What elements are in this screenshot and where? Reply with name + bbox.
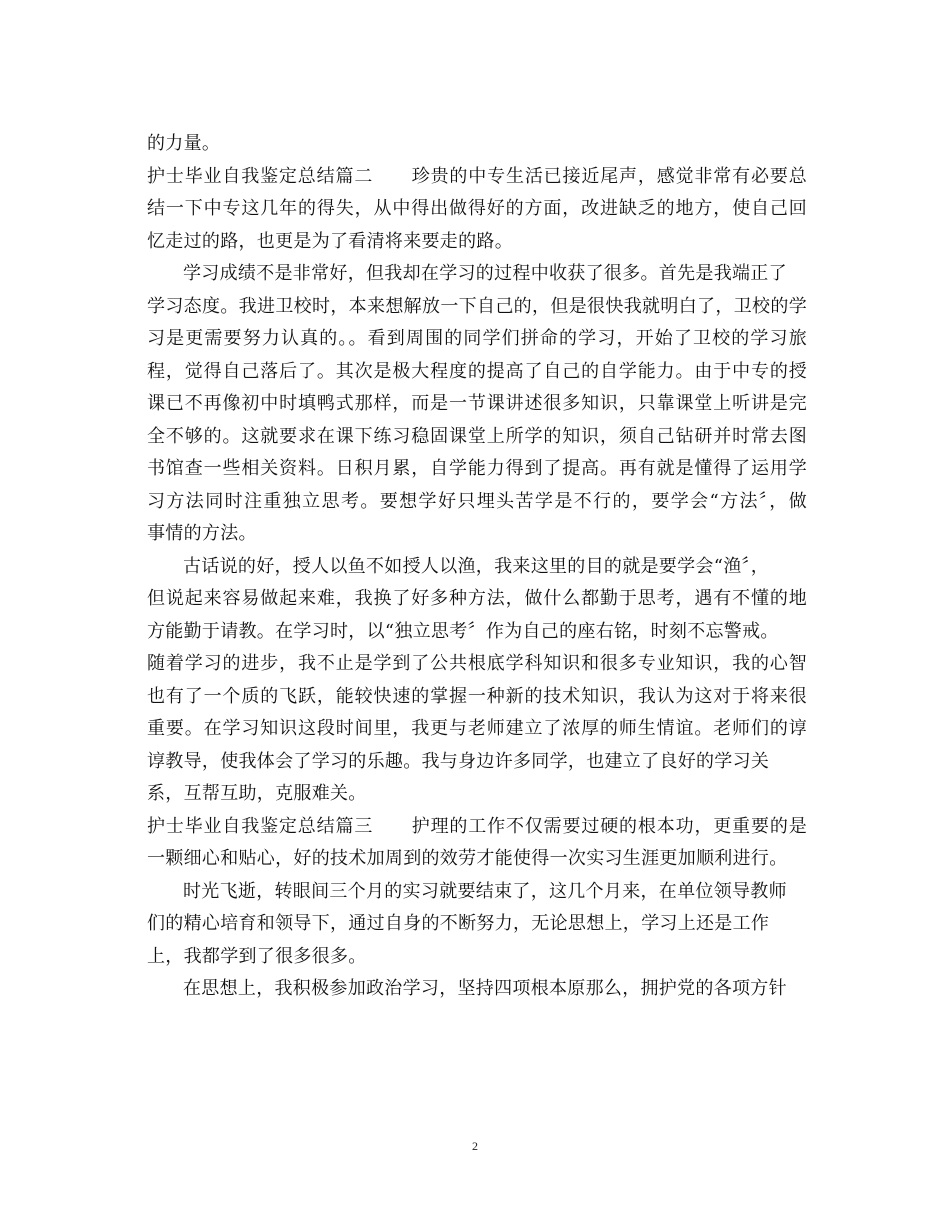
section-heading-line: 护士毕业自我鉴定总结篇三 护理的工作不仅需要过硬的根本功，更重要的是 bbox=[147, 815, 807, 837]
paragraph-first-line: 时光飞逝，转眼间三个月的实习就要结束了，这几个月来，在单位领导教师 bbox=[183, 880, 787, 902]
page-number: 2 bbox=[472, 1139, 478, 1153]
text-line: 习方法同时注重独立思考。要想学好只埋头苦学是不行的，要学会“方法〞，做 bbox=[147, 490, 807, 512]
text-line: 一颗细心和贴心，好的技术加周到的效劳才能使得一次实习生涯更加顺利进行。 bbox=[147, 848, 788, 869]
text-line: 结一下中专这几年的得失，从中得出做得好的方面，改进缺乏的地方，使自己回 bbox=[147, 198, 807, 219]
text-line: 书馆查一些相关资料。日积月累，自学能力得到了提高。再有就是懂得了运用学 bbox=[147, 458, 807, 479]
section-heading-line: 护士毕业自我鉴定总结篇二 珍贵的中专生活已接近尾声，感觉非常有必要总 bbox=[147, 165, 807, 187]
text-line: 的力量。 bbox=[147, 133, 221, 154]
text-line: 系，互帮互助，克服难关。 bbox=[147, 783, 367, 804]
text-line: 随着学习的进步，我不止是学到了公共根底学科知识和很多专业知识，我的心智 bbox=[147, 653, 807, 674]
paragraph-first-line: 在思想上，我积极参加政治学习，坚持四项根本原那么，拥护党的各项方针 bbox=[183, 978, 787, 999]
text-line: 方能勤于请教。在学习时，以“独立思考〞作为自己的座右铭，时刻不忘警戒。 bbox=[147, 620, 779, 642]
text-line: 程，觉得自己落后了。其次是极大程度的提高了自己的自学能力。由于中专的授 bbox=[147, 360, 807, 382]
text-line: 但说起来容易做起来难，我换了好多种方法，做什么都勤于思考，遇有不懂的地 bbox=[147, 588, 807, 609]
paragraph-first-line: 学习成绩不是非常好，但我却在学习的过程中收获了很多。首先是我端正了 bbox=[183, 263, 787, 284]
text-line: 忆走过的路，也更是为了看清将来要走的路。 bbox=[147, 230, 513, 252]
text-line: 习是更需要努力认真的。。看到周围的同学们拼命的学习，开始了卫校的学习旅 bbox=[147, 328, 807, 349]
body-text bbox=[147, 128, 807, 1006]
text-line: 也有了一个质的飞跃，能较快速的掌握一种新的技术知识，我认为这对于将来很 bbox=[147, 685, 807, 707]
text-line: 全不够的。这就要求在课下练习稳固课堂上所学的知识，须自己钻研并时常去图 bbox=[147, 425, 807, 447]
text-line: 课已不再像初中时填鸭式那样，而是一节课讲述很多知识，只靠课堂上听讲是完 bbox=[147, 393, 807, 414]
text-line: 上，我都学到了很多很多。 bbox=[147, 945, 367, 967]
text-line: 们的精心培育和领导下，通过自身的不断努力，无论思想上，学习上还是工作 bbox=[147, 913, 770, 934]
paragraph-first-line: 古话说的好，授人以鱼不如授人以渔，我来这里的目的就是要学会“渔〞， bbox=[183, 555, 770, 577]
text-line: 重要。在学习知识这段时间里，我更与老师建立了浓厚的师生情谊。老师们的谆 bbox=[147, 718, 807, 739]
text-line: 学习态度。我进卫校时，本来想解放一下自己的，但是很快我就明白了，卫校的学 bbox=[147, 295, 807, 317]
text-line: 谆教导，使我体会了学习的乐趣。我与身边许多同学，也建立了良好的学习关 bbox=[147, 750, 770, 772]
section-heading: 护士毕业自我鉴定总结篇三 bbox=[147, 815, 374, 837]
text-line: 事情的方法。 bbox=[147, 523, 257, 544]
section-heading: 护士毕业自我鉴定总结篇二 bbox=[147, 165, 374, 187]
